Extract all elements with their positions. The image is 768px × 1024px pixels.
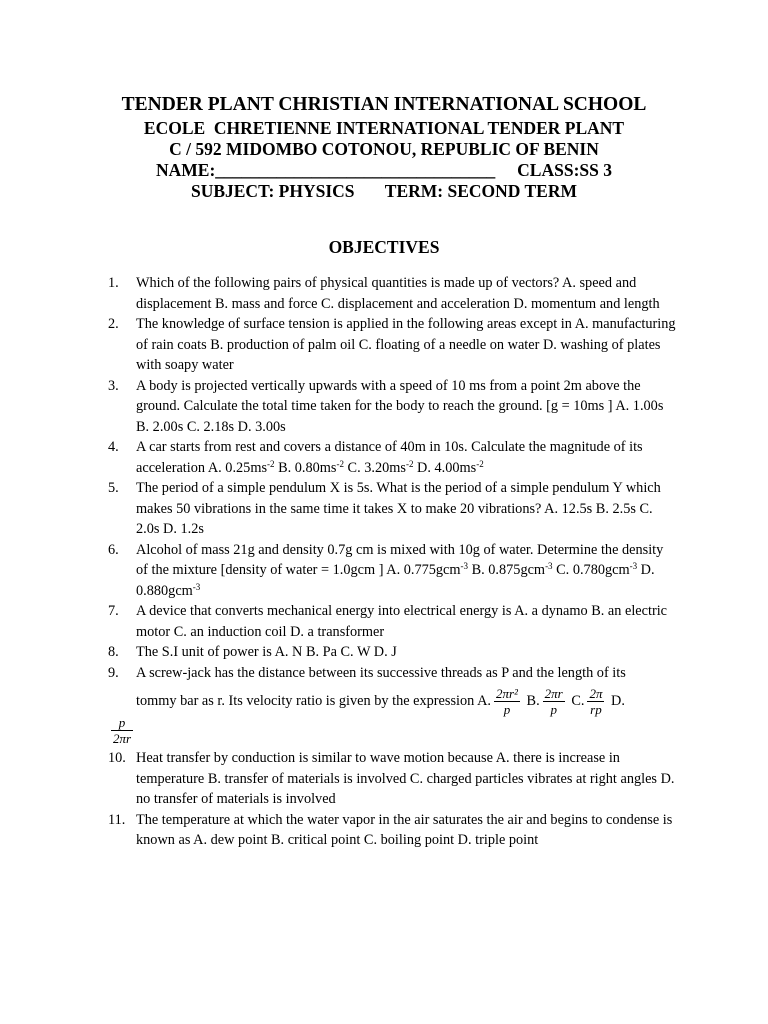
question-number: 3. (108, 377, 119, 394)
question-number: 4. (108, 439, 119, 455)
question-6 (108, 540, 678, 602)
fraction-option-a: $\frac{\text{2πr²}}{p}$ (495, 686, 518, 718)
subject-term-line: SUBJECT: PHYSICS TERM: SECOND TERM (190, 181, 578, 201)
question-11 (108, 810, 678, 851)
question-5 (108, 478, 678, 540)
question-9 (108, 663, 678, 747)
question-10 (108, 748, 678, 810)
question-list (108, 273, 678, 851)
question-2 (108, 314, 678, 376)
question-4 (108, 437, 678, 478)
question-8 (108, 642, 678, 663)
name-class-line: NAME:________________________________ CLASS:SS 3 (156, 160, 612, 180)
question-number: 1. (108, 275, 119, 291)
question-text: The period of a simple pendulum X is 5s. What is the period of a simple pendulum Y which makes 50 vibrations in the same time it takes X to make 20 vibrations? A. 12.5s B. 2.5s C. 2.0s D. 1.2s (136, 480, 661, 537)
question-number: 6. (108, 541, 119, 558)
question-number: 11. (108, 811, 126, 828)
question-text: The knowledge of surface tension is applied in the following areas except in A. manufacturing of rain coats B. production of palm oil C. floating of a needle on water D. washing of plates with soapy water (136, 316, 676, 373)
question-text: Which of the following pairs of physical quantities is made up of vectors? A. speed and displacement B. mass and force C. displacement and acceleration D. momentum and length (136, 275, 660, 312)
fraction-option-c: $\frac{2\pi}{rp}$ (589, 686, 603, 718)
question-text: Alcohol of mass 21g and density 0.7g cm is mixed with 10g of water. Determine the density of the mixture [density of water = 1.0gcm ] A. 0.775gcm$^{-3}$ B. 0.875gcm$^{-3}$ C. 0.780gcm$^{-3}$ D. 0.880gcm$^{-3}$ (136, 541, 664, 599)
question-number: 9. (108, 664, 119, 681)
question-number: 7. (108, 603, 119, 619)
question-7 (108, 601, 678, 642)
school-name-french: ECOLE CHRETIENNE INTERNATIONAL TENDER PLANT (143, 118, 625, 138)
fraction-option-b: $\frac{2\pi r}{p}$ (544, 686, 563, 718)
question-3 (108, 376, 678, 438)
question-number: 2. (108, 316, 119, 332)
fraction-option-d: $\frac{p}{2\pi r}$ (113, 715, 132, 746)
section-title: OBJECTIVES (328, 237, 440, 257)
question-number: 8. (108, 644, 119, 660)
question-text: A body is projected vertically upwards with a speed of 10 ms from a point 2m above the ground. Calculate the total time taken for the body to reach the ground. [g = 10ms ] A. 1.00s B. 2.00s C. 2.18s D. 3.00s (136, 377, 664, 435)
school-address: C / 592 MIDOMBO COTONOU, REPUBLIC OF BENIN (169, 139, 599, 159)
question-text: A screw-jack has the distance between its successive threads as P and the length of its tommy bar as r. Its velocity ratio is given by the expression A. $\frac{\text{2πr²}}{p}$ B. $\frac{2\pi r}{p}$ C. $\frac{2\pi}{rp}$ D. (136, 664, 626, 718)
question-text: The temperature at which the water vapor in the air saturates the air and begins to condense is known as A. dew point B. critical point C. boiling point D. triple point (136, 811, 673, 848)
question-number: 10. (108, 750, 126, 766)
question-text: A device that converts mechanical energy into electrical energy is A. a dynamo B. an electric motor C. an induction coil D. a transformer (136, 603, 668, 640)
question-1 (108, 273, 678, 314)
question-text: The S.I unit of power is A. N B. Pa C. W D. J (136, 644, 397, 660)
question-text: Heat transfer by conduction is similar to wave motion because A. there is increase in temperature B. transfer of materials is involved C. charged particles vibrates at right angles D. no transfer of materials is involved (136, 750, 675, 807)
school-name: TENDER PLANT CHRISTIAN INTERNATIONAL SCHOOL (121, 94, 647, 115)
question-number: 5. (108, 480, 119, 496)
question-text: A car starts from rest and covers a distance of 40m in 10s. Calculate the magnitude of its acceleration A. $0.25ms^{-2}$ B. $0.80ms^{-2}$ C. $3.20ms^{-2}$ D. $4.00ms^{-2}$ (136, 439, 643, 476)
